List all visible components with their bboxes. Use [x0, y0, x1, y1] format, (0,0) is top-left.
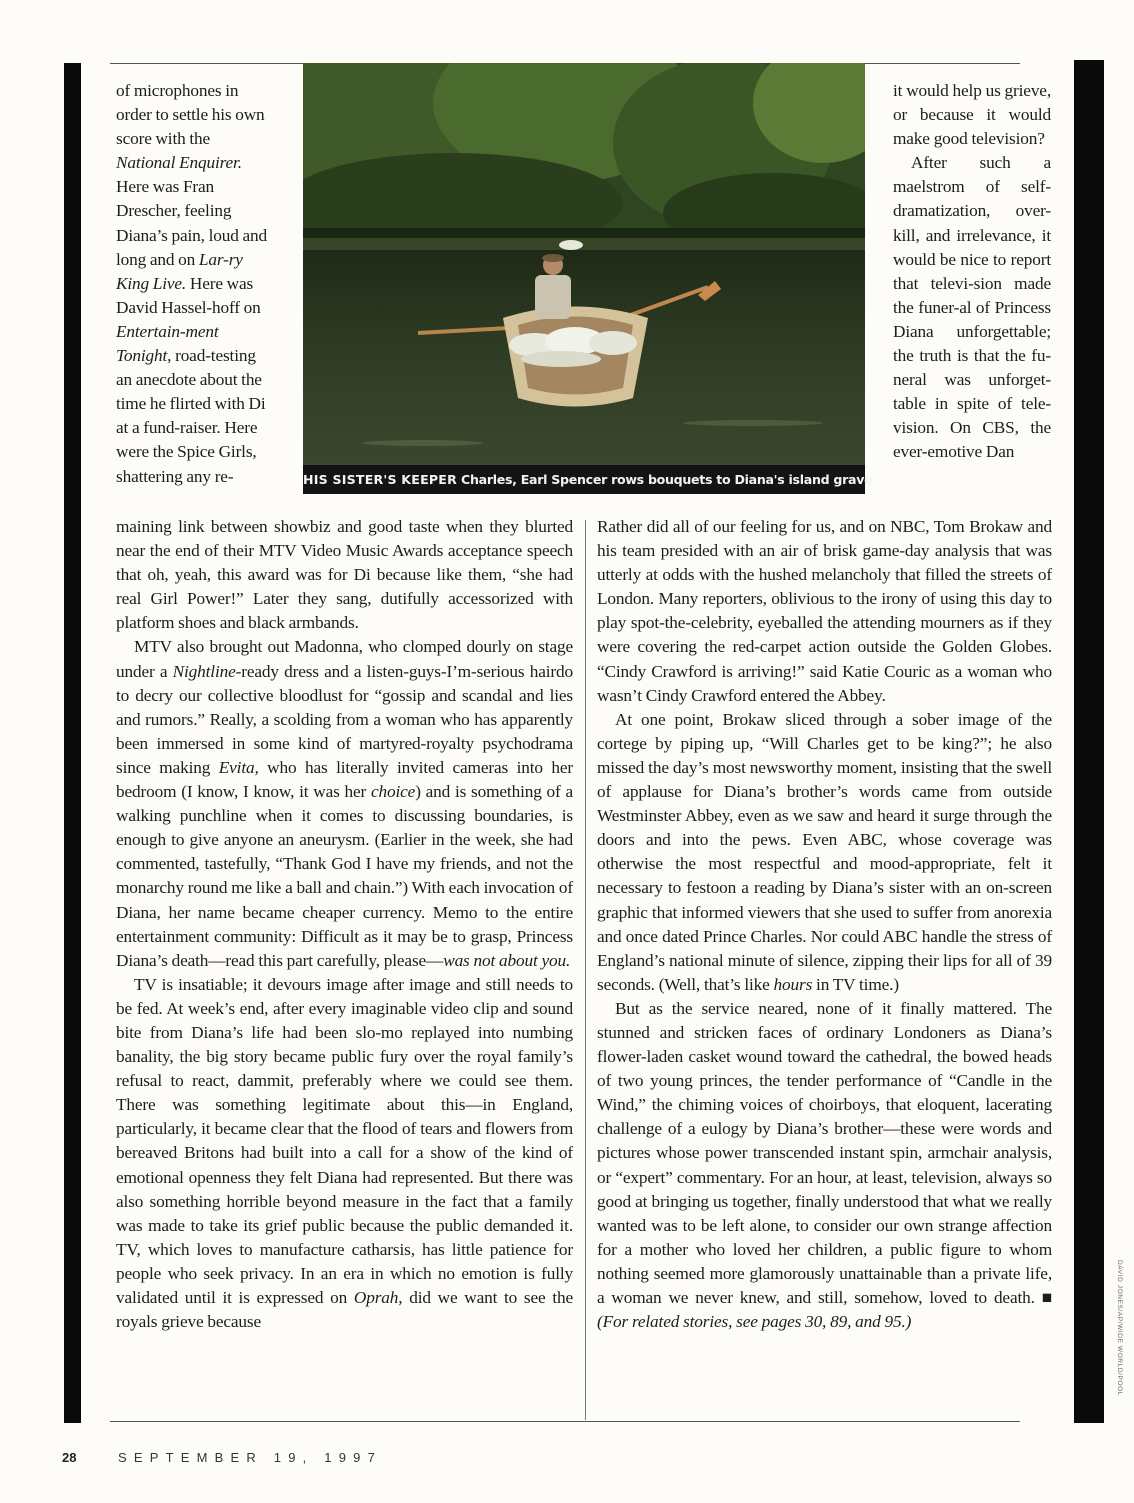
photo-credit: DAVID JONES/AP/WIDE WORLD/POOL [1116, 1260, 1123, 1396]
caption-kicker: HIS SISTER'S KEEPER [303, 472, 458, 487]
paragraph: it would help us grieve, or because it would make good television? [893, 81, 1051, 149]
paragraph: Rather did all of our feeling for us, and on NBC, Tom Brokaw and his team presided with an air of brisk game-day analysis that was utterly at odds with the hushed melancholy that filled the streets of London. Many reporters, oblivious to the irony of using this day to play spot-the-celebrity, eyeballed the attending mourners as if they were covering the red-carpet action outside the Golden Globes. “Cindy Crawford is arriving!” said Katie Couric as a woman who wasn’t Cindy Crawford entered the Abbey. [597, 517, 1052, 705]
paragraph: MTV also brought out Madonna, who clomped dourly on stage under a Nightline-ready dress and a listen-guys-I’m-serious hairdo to decry our collective bloodlust for “gossip and scandal and lies and rumors.” Really, a scolding from a woman who has apparently been immersed in some kind of martyred-royalty psychodrama since making Evita, who has literally invited cameras into her bedroom (I know, I know, it was her choice) and is something of a walking punchline when it comes to discussing boundaries, is enough to give anyone an aneurysm. (Earlier in the week, she had commented, tastefully, “Thank God I have my friends, and not the monarchy round me like a ball and chain.”) With each invocation of Diana, her name became cheaper currency. Memo to the entire entertainment community: Difficult as it may be to grasp, Princess Diana’s death—read this part carefully, please—was not about you. [116, 637, 574, 970]
right-margin-bar [1074, 60, 1104, 1423]
left-wrap-text [116, 79, 273, 489]
photo-caption [303, 465, 873, 494]
page-number: 28 [62, 1450, 77, 1465]
paragraph: TV is insatiable; it devours image after image and still needs to be fed. At week’s end, after every imaginable video clip and sound bite from Diana’s life had been slo-mo replayed into numbing banality, the big story became public fury over the royal family’s refusal to react, dammit, preferably where we could see them. There was something legitimate about this—in England, particularly, it became clear that the flood of tears and flowers from bereaved Britons had built into a call for a show of the kind of emotional openness they felt Diana had represented. But there was also something horrible beyond measure in the fact that a family was made to take its grief public because the public demanded it. TV, which loves to manufacture catharsis, has little patience for people who seek privacy. In an era in which no emotion is fully validated until it is expressed on Oprah, did we want to see the royals grieve because [116, 974, 573, 1332]
left-margin-bar [64, 63, 81, 1423]
right-column-text [597, 515, 1052, 1334]
paragraph: But as the service neared, none of it finally mattered. The stunned and stricken faces of ordinary Londoners as Diana’s flower-laden casket wound toward the cathedral, the bowed heads of two young princes, the tender performance of “Candle in the Wind,” the chiming voices of choirboys, that eloquent, lacerating challenge of a eulogy by Diana’s brother—these were words and pictures whose power transcended instant spin, armchair analysis, or “expert” commentary. For an hour, at least, television, always so good at bringing us together, finally understood that what we really wanted was to be left alone, to consider our own strange affection for a mother who loved her children, a public figure to whom nothing seemed more glamorously unattainable than a private life, a woman we never knew, and still, somehow, loved to death. ■ (For related stories, see pages 30, 89, and 95.) [597, 998, 1052, 1332]
issue-date: SEPTEMBER 19, 1997 [118, 1450, 382, 1465]
paragraph: of microphones in order to settle his own score with the National Enquirer. Here was Fran Drescher, feeling Diana’s pain, loud and long and on Lar-ry King Live. Here was David Hassel-hoff on Entertain-ment Tonight, road-testing an anecdote about the time he flirted with Di at a fund-raiser. Here were the Spice Girls, shattering any re- [116, 81, 267, 486]
article-photo [303, 63, 865, 494]
bottom-rule [110, 1421, 1020, 1422]
paragraph: After such a maelstrom of self-dramatization, over-kill, and irrelevance, it would be nice to report that televi-sion made the funer-al of Princess Diana unforgettable; the truth is that the fu-neral was unforget-table in spite of tele-vision. On CBS, the ever-emotive Dan [893, 153, 1051, 462]
column-divider [585, 520, 586, 1420]
right-wrap-text [893, 79, 1051, 465]
paragraph: maining link between showbiz and good taste when they blurted near the end of their MTV Video Music Awards acceptance speech that oh, yeah, this award was for Di because like them, “she had real Girl Power!” Later they sang, dutifully accessorized with platform shoes and black armbands. [116, 517, 573, 633]
caption-text: Charles, Earl Spencer rows bouquets to Diana's island grave [461, 472, 873, 487]
paragraph: At one point, Brokaw sliced through a sober image of the cortege by piping up, “Will Charles get to be king?”; he also missed the day’s most newsworthy moment, insisting that the swell of applause for Diana’s brother’s words came from outside Westminster Abbey, even as we saw and heard it surge through the doors and into the pews. Even ABC, whose coverage was otherwise the most respectful and mood-appropriate, felt it necessary to festoon a reading by Diana’s sister with an on-screen graphic that informed viewers that she used to suffer from anorexia and once dated Prince Charles. Nor could ABC handle the stress of England’s national minute of silence, zipping their lips for all of 39 seconds. (Well, that’s like hours in TV time.) [597, 709, 1052, 994]
left-column-text [116, 515, 573, 1334]
